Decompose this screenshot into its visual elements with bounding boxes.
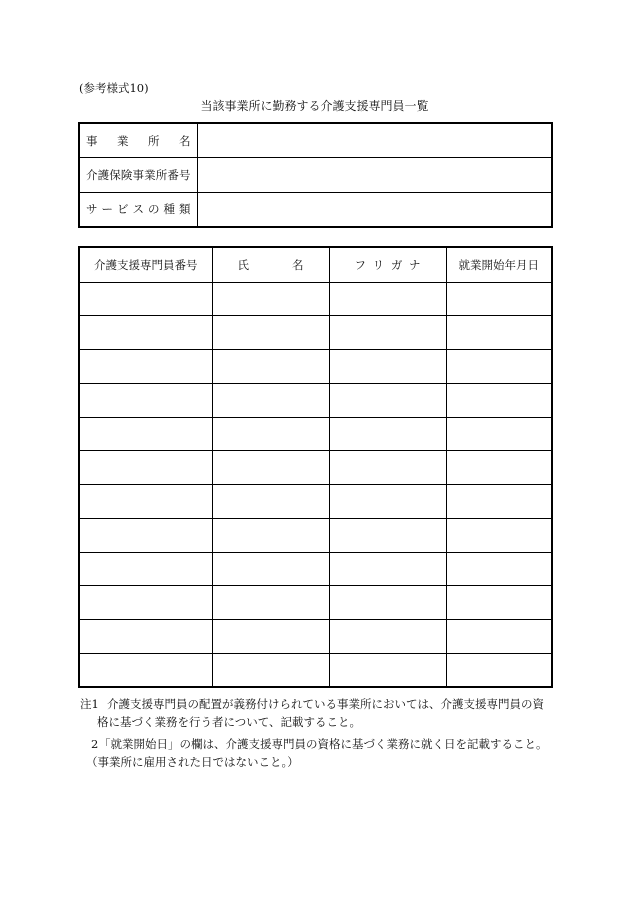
- staff-table-body: [79, 282, 552, 687]
- cell-start-date: [446, 552, 552, 586]
- cell-furigana: [329, 518, 446, 552]
- cell-name: [212, 417, 329, 451]
- office-row-name: [79, 123, 552, 158]
- col-header-label: 就業開始年月日: [458, 257, 539, 272]
- col-header-name: [212, 247, 329, 282]
- col-header-label: [355, 257, 421, 273]
- label-char: 険: [120, 167, 133, 182]
- table-row: [79, 316, 552, 350]
- label-char: リ: [372, 257, 385, 272]
- cell-care-manager-number: [79, 552, 212, 586]
- cell-care-manager-number: [79, 485, 212, 519]
- table-row: [79, 586, 552, 620]
- label-char: の: [148, 202, 160, 216]
- office-row-service-type: [79, 192, 552, 227]
- cell-name: [212, 586, 329, 620]
- staff-table: [78, 246, 553, 688]
- cell-care-manager-number: [79, 620, 212, 654]
- label-char: 護: [97, 167, 110, 182]
- label-char: 介: [86, 167, 98, 182]
- cell-name: [212, 383, 329, 417]
- office-name-label-cell: [79, 123, 197, 158]
- label-char: 所: [148, 133, 160, 148]
- cell-furigana: [329, 316, 446, 350]
- cell-start-date: [446, 586, 552, 620]
- col-header-label: 介護支援専門員番号: [94, 257, 198, 272]
- table-row: [79, 653, 552, 687]
- note-1-line-2: 格に基づく業務を行う者について、記載すること。: [97, 715, 362, 729]
- cell-care-manager-number: [79, 383, 212, 417]
- cell-start-date: [446, 282, 552, 316]
- cell-care-manager-number: [79, 350, 212, 384]
- note-1-marker: 注1: [80, 697, 99, 711]
- office-number-label: [86, 167, 191, 183]
- cell-start-date: [446, 383, 552, 417]
- cell-name: [212, 653, 329, 687]
- label-char: 番: [167, 167, 179, 182]
- table-row: [79, 485, 552, 519]
- cell-care-manager-number: [79, 518, 212, 552]
- table-row: [79, 552, 552, 586]
- cell-name: [212, 485, 329, 519]
- office-number-label-cell: [79, 158, 197, 193]
- cell-furigana: [329, 586, 446, 620]
- cell-furigana: [329, 282, 446, 316]
- table-row: [79, 417, 552, 451]
- cell-name: [212, 552, 329, 586]
- office-name-label: [86, 133, 191, 149]
- cell-name: [212, 282, 329, 316]
- note-2-marker: 2: [91, 737, 99, 751]
- cell-start-date: [446, 417, 552, 451]
- office-name-value: [197, 123, 552, 158]
- label-char: 業: [117, 133, 129, 148]
- label-char: 事: [86, 133, 98, 148]
- note-1-line-1: 介護支援専門員の配置が義務付けられている事業所においては、介護支援専門員の資: [107, 697, 544, 711]
- label-char: フ: [354, 257, 366, 272]
- label-char: 所: [155, 167, 168, 182]
- col-header-furigana: [329, 247, 446, 282]
- label-char: ス: [132, 202, 144, 216]
- col-header-start-date: [446, 247, 552, 282]
- service-type-label-cell: [79, 192, 197, 227]
- label-char: 業: [144, 167, 156, 182]
- label-char: 名: [292, 257, 304, 272]
- cell-name: [212, 451, 329, 485]
- label-char: ガ: [390, 257, 403, 272]
- cell-furigana: [329, 620, 446, 654]
- table-row: [79, 518, 552, 552]
- cell-furigana: [329, 417, 446, 451]
- label-char: 類: [179, 202, 191, 216]
- cell-furigana: [329, 653, 446, 687]
- label-char: 氏: [237, 257, 249, 272]
- cell-care-manager-number: [79, 653, 212, 687]
- cell-start-date: [446, 316, 552, 350]
- cell-start-date: [446, 620, 552, 654]
- label-char: 号: [179, 167, 191, 182]
- label-char: ビ: [117, 202, 129, 216]
- service-type-value: [197, 192, 552, 227]
- table-row: [79, 620, 552, 654]
- cell-care-manager-number: [79, 451, 212, 485]
- col-header-label: [238, 257, 304, 273]
- note-2-line-2: （事業所に雇用された日ではないこと。）: [86, 755, 299, 769]
- table-row: [79, 383, 552, 417]
- office-info-table: [78, 122, 553, 228]
- cell-name: [212, 620, 329, 654]
- label-char: 保: [109, 167, 121, 182]
- cell-start-date: [446, 485, 552, 519]
- cell-care-manager-number: [79, 282, 212, 316]
- service-type-label: [86, 201, 191, 217]
- page-title: 当該事業所に勤務する介護支援専門員一覧: [200, 99, 429, 113]
- cell-name: [212, 518, 329, 552]
- label-char: サ: [86, 202, 98, 216]
- label-char: ー: [101, 202, 113, 216]
- form-reference: (参考様式10): [79, 81, 149, 95]
- office-number-value: [197, 158, 552, 193]
- col-header-care-manager-number: [79, 247, 212, 282]
- note-2-line-1: 「就業開始日」の欄は、介護支援専門員の資格に基づく業務に就く日を記載すること。: [99, 737, 548, 751]
- cell-care-manager-number: [79, 586, 212, 620]
- label-char: 名: [179, 133, 191, 148]
- label-char: 種: [163, 202, 175, 216]
- cell-furigana: [329, 552, 446, 586]
- cell-start-date: [446, 451, 552, 485]
- table-row: [79, 350, 552, 384]
- cell-furigana: [329, 451, 446, 485]
- label-char: 事: [132, 167, 144, 182]
- cell-name: [212, 316, 329, 350]
- table-row: [79, 451, 552, 485]
- cell-furigana: [329, 350, 446, 384]
- table-header-row: [79, 247, 552, 282]
- cell-furigana: [329, 383, 446, 417]
- table-row: [79, 282, 552, 316]
- cell-furigana: [329, 485, 446, 519]
- office-row-number: [79, 158, 552, 193]
- cell-care-manager-number: [79, 417, 212, 451]
- cell-start-date: [446, 518, 552, 552]
- cell-care-manager-number: [79, 316, 212, 350]
- cell-name: [212, 350, 329, 384]
- cell-start-date: [446, 350, 552, 384]
- label-char: ナ: [408, 257, 421, 272]
- cell-start-date: [446, 653, 552, 687]
